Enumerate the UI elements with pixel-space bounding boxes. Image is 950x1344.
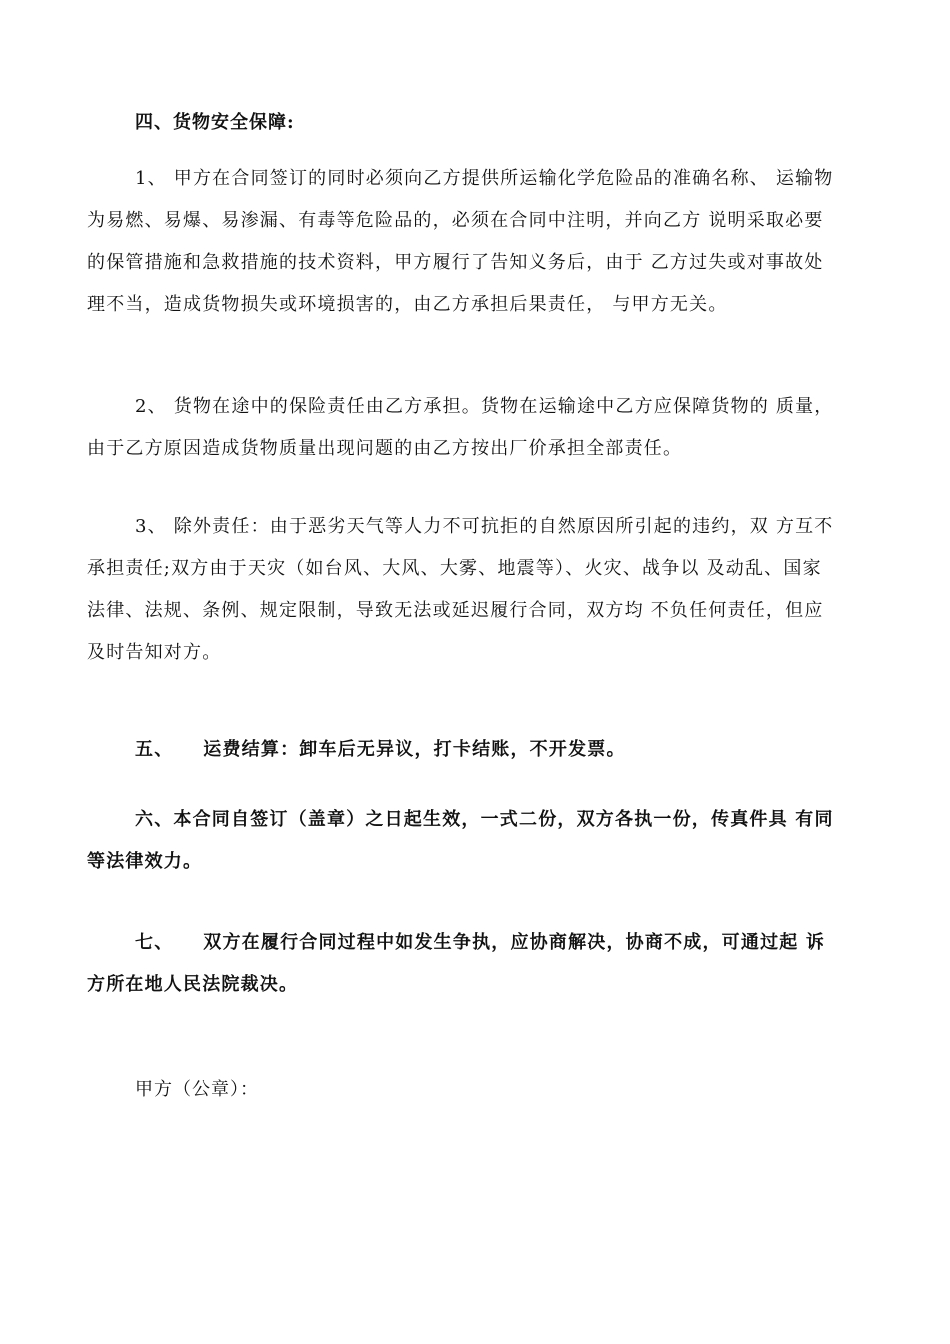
clause-6-line-2: 等法律效力。: [87, 851, 203, 872]
clause-7-line-1: 七、 双方在履行合同过程中如发生争执，应协商解决，协商不成，可通过起 诉: [135, 932, 826, 953]
clause-4-1-line-4: 理不当，造成货物损失或环境损害的，由乙方承担后果责任， 与甲方无关。: [87, 294, 728, 315]
clause-7-line-2: 方所在地人民法院裁决。: [87, 974, 299, 995]
clause-4-1-line-1: 1、 甲方在合同签订的同时必须向乙方提供所运输化学危险品的准确名称、 运输物: [135, 168, 834, 189]
clause-4-3-line-4: 及时告知对方。: [87, 642, 222, 663]
clause-5-freight-settlement: [87, 729, 877, 771]
clause-4-2-line-2: 由于乙方原因造成货物质量出现问题的由乙方按出厂价承担全部责任。: [87, 438, 683, 459]
clause-4-3-line-2: 承担责任;双方由于天灾（如台风、大风、大雾、地震等）、火灾、战争以 及动乱、国家: [87, 558, 822, 579]
clause-5-line-1: 五、 运费结算：卸车后无异议，打卡结账，不开发票。: [135, 739, 626, 760]
clause-7-dispute: [87, 922, 877, 1006]
clause-4-3-line-1: 3、 除外责任：由于恶劣天气等人力不可抗拒的自然原因所引起的违约，双 方互不: [135, 516, 834, 537]
clause-6-effectiveness: [87, 799, 877, 883]
clause-4-1-line-3: 的保管措施和急救措施的技术资料，甲方履行了告知义务后，由于 乙方过失或对事故处: [87, 252, 824, 273]
clause-4-2: [87, 386, 877, 470]
section-heading-cargo-safety: 四、货物安全保障:: [135, 112, 295, 133]
clause-4-2-line-1: 2、 货物在途中的保险责任由乙方承担。货物在运输途中乙方应保障货物的 质量，: [135, 396, 834, 417]
clause-4-1-line-2: 为易燃、易爆、易渗漏、有毒等危险品的，必须在合同中注明，并向乙方 说明采取必要: [87, 210, 824, 231]
clause-4-3: [87, 506, 877, 674]
party-a-seal-label: 甲方（公章）：: [135, 1079, 259, 1100]
clause-4-1: [87, 158, 877, 326]
clause-4-3-line-3: 法律、法规、条例、规定限制，导致无法或延迟履行合同，双方均 不负任何责任，但应: [87, 600, 824, 621]
clause-6-line-1: 六、本合同自签订（盖章）之日起生效，一式二份，双方各执一份，传真件具 有同: [135, 809, 834, 830]
